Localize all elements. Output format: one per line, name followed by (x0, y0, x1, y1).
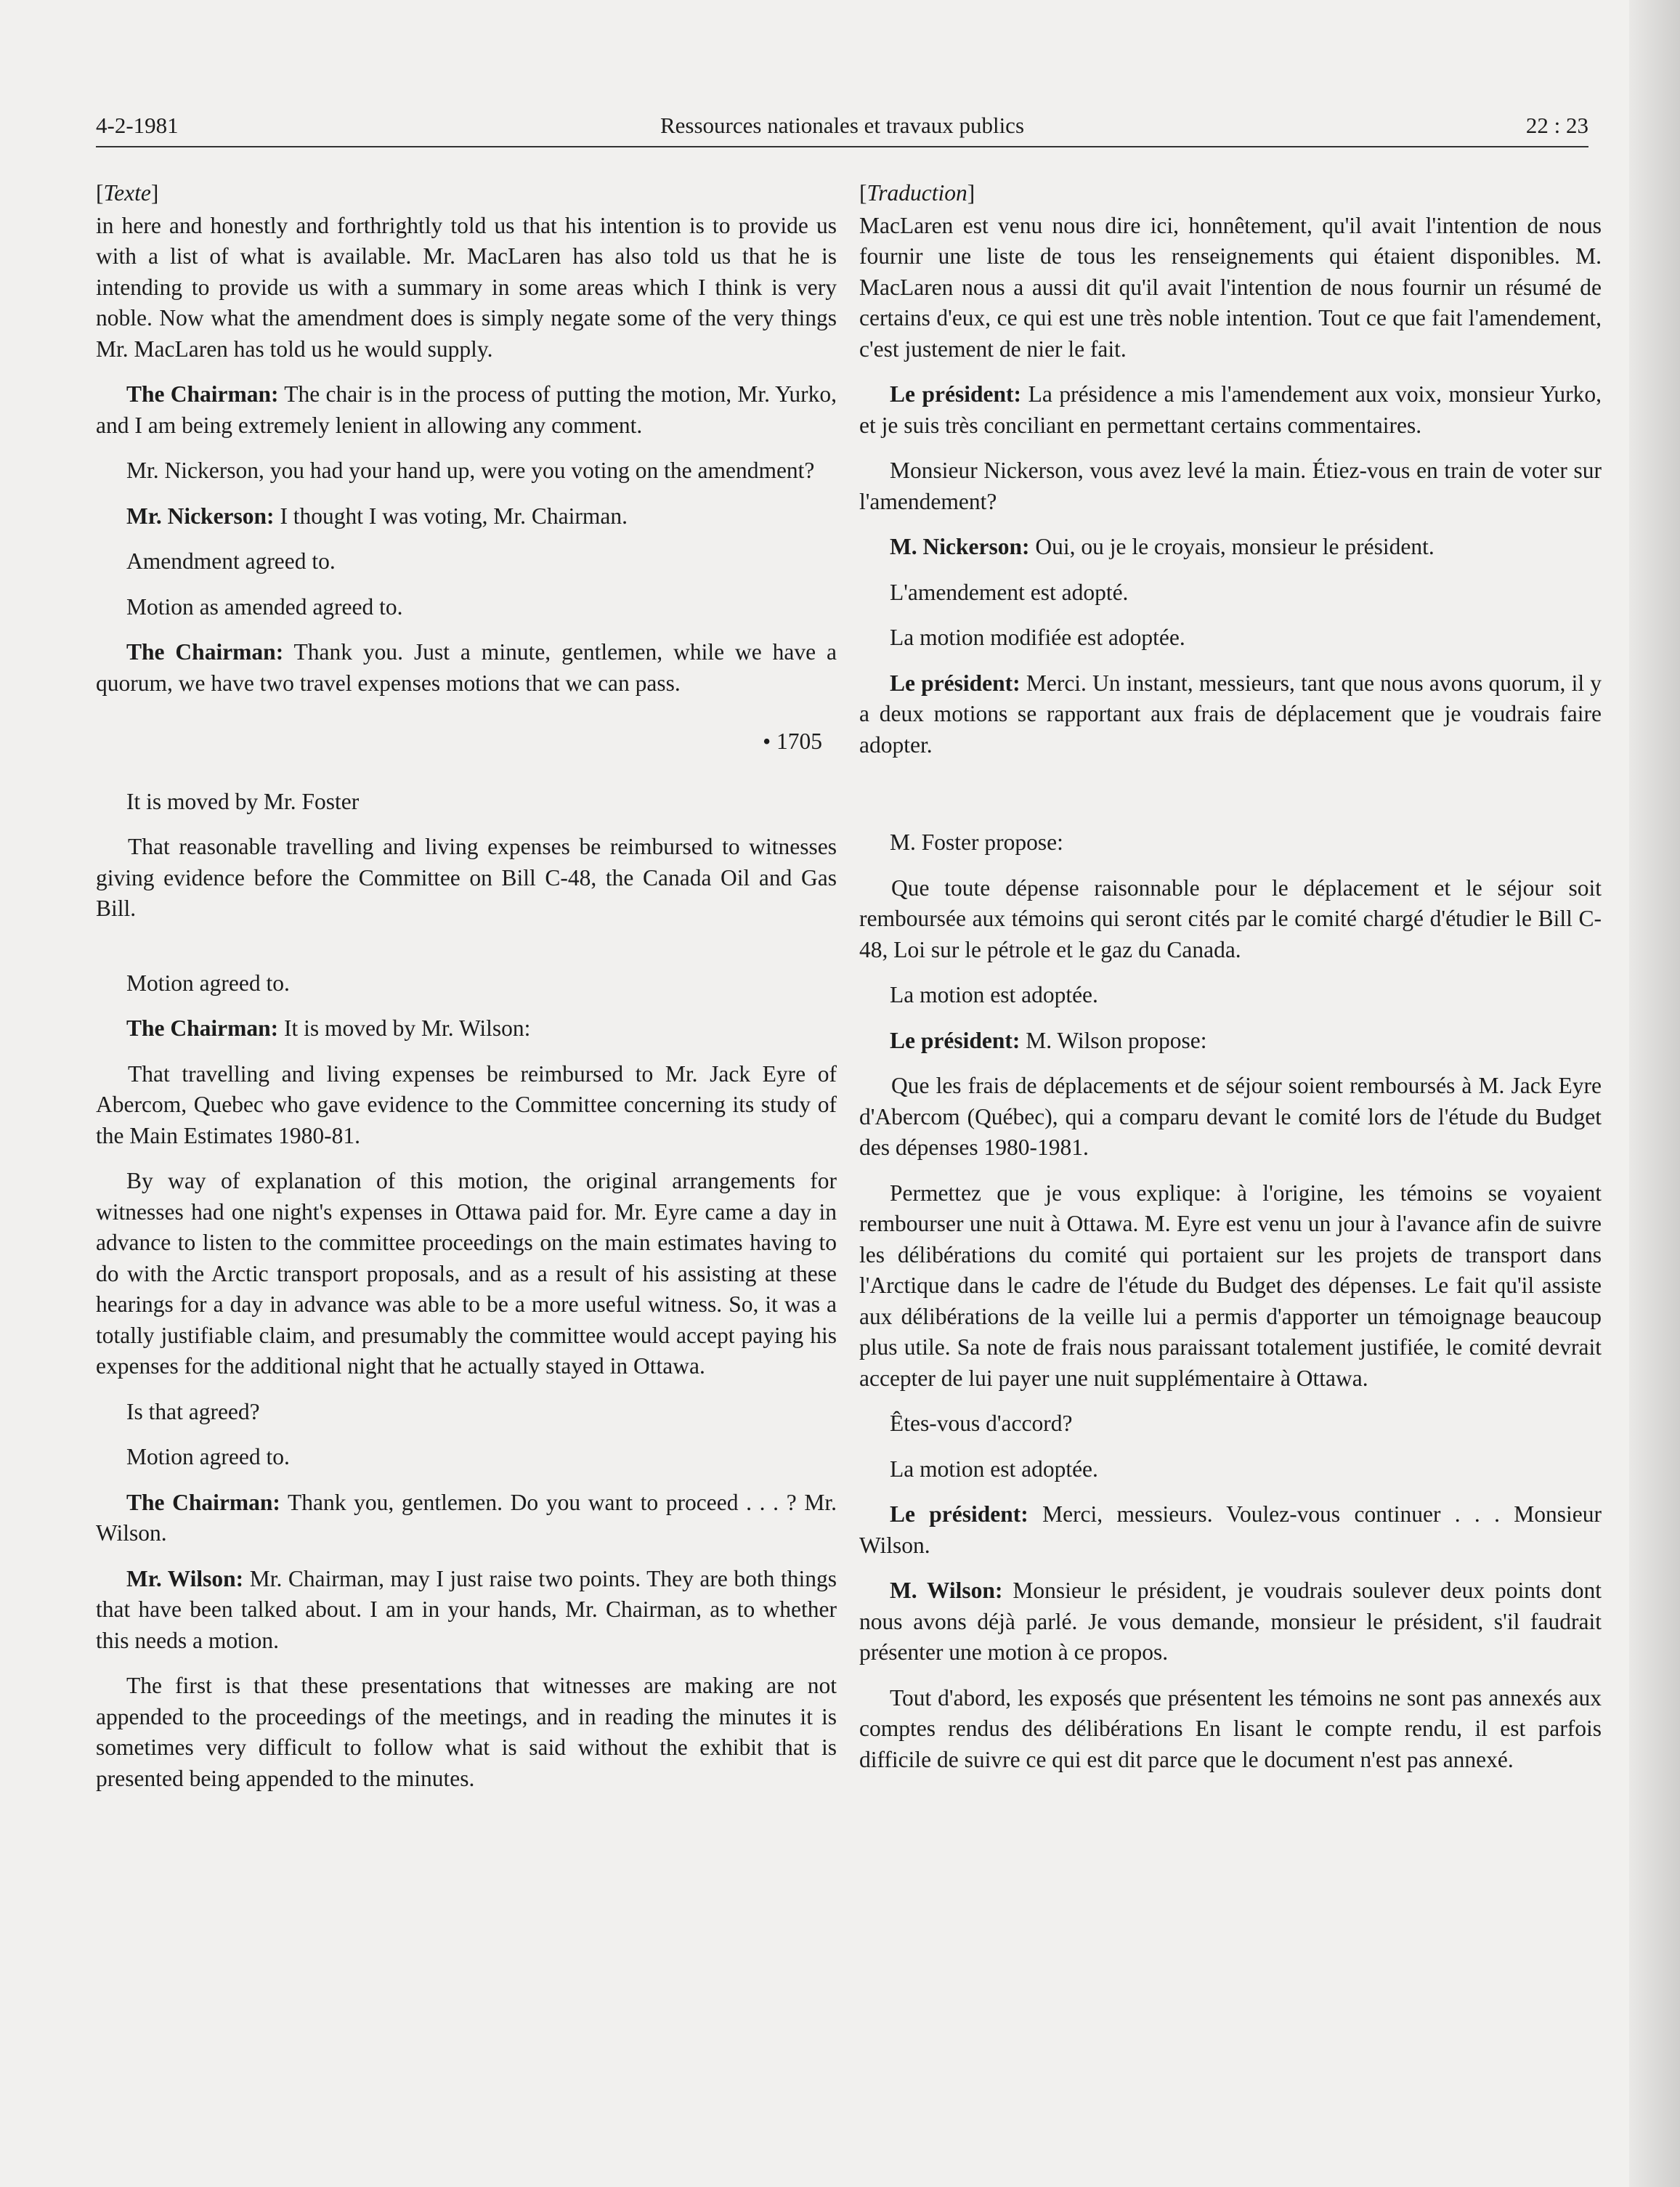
section-label-traduction: [Traduction] (859, 180, 975, 206)
speaker-name: Le président: (890, 381, 1022, 407)
section-label-text: Texte (103, 180, 151, 206)
page-header (96, 105, 1588, 147)
procedural-note: Motion as amended agreed to. (126, 593, 403, 620)
speaker-name: M. Nickerson: (890, 534, 1030, 559)
procedural-note: Êtes-vous d'accord? (890, 1411, 1073, 1436)
speech-paragraph (96, 1488, 837, 1549)
speech-text: Thank you. Just a minute, gentlemen, while we have a quorum, we have two travel expenses motions that we can pass. (96, 639, 837, 696)
speech-paragraph (859, 1499, 1602, 1561)
speaker-name: M. Wilson: (890, 1578, 1003, 1603)
speech-paragraph (96, 1564, 837, 1657)
speech-text: Monsieur le président, je voudrais soulever deux points dont nous avons déjà parlé. Je vous demande, monsieur le président, s'il faudrait présenter une motion à ce propos. (859, 1578, 1602, 1665)
procedural-note: Motion agreed to. (126, 970, 290, 996)
paragraph: Tout d'abord, les exposés que présentent les témoins ne sont pas annexés aux comptes rendus des délibérations En lisant le compte rendu, il est parfois difficile de suivre ce qui est dit parce que le document n'est pas annexé. (859, 1684, 1602, 1772)
speaker-name: The Chairman: (126, 381, 279, 407)
header-date: 4-2-1981 (96, 113, 179, 138)
speech-paragraph (96, 1013, 837, 1044)
procedural-note: Is that agreed? (126, 1398, 260, 1424)
speech-paragraph (859, 1026, 1602, 1057)
speech-text: La présidence a mis l'amendement aux voix, monsieur Yurko, et je suis très conciliant en permettant certains commentaires. (859, 381, 1602, 438)
right-column-french (859, 178, 1602, 1790)
speaker-name: Le président: (890, 670, 1020, 696)
paragraph: in here and honestly and forthrightly told us that his intention is to provide us with a list of what is available. Mr. MacLaren has also told us that he is intending to provide us with a summary in some areas which I think is very noble. Now what the amendment does is simply negate some of the very things Mr. MacLaren has told us he would supply. (96, 212, 837, 362)
paragraph: Monsieur Nickerson, vous avez levé la main. Étiez-vous en train de voter sur l'amendement? (859, 458, 1602, 514)
speech-paragraph (859, 532, 1602, 563)
speaker-name: The Chairman: (126, 639, 284, 665)
speaker-name: Mr. Wilson: (126, 1565, 244, 1591)
motion-text: That reasonable travelling and living expenses be reimbursed to witnesses giving evidence before the Committee on Bill C-48, the Canada Oil and Gas Bill. (96, 834, 837, 921)
speech-paragraph (859, 1575, 1602, 1668)
paragraph: M. Foster propose: (890, 829, 1063, 855)
speech-text: Mr. Chairman, may I just raise two points. They are both things that have been talked about. I am in your hands, Mr. Chairman, as to whether this needs a motion. (96, 1565, 837, 1653)
procedural-note: Motion agreed to. (126, 1444, 290, 1469)
speaker-name: Le président: (890, 1027, 1020, 1053)
motion-text: Que toute dépense raisonnable pour le déplacement et le séjour soit remboursée aux témoins qui seront cités par le comité chargé d'étudier le Bill C-48, Loi sur le pétrole et le gaz du Canada. (859, 875, 1602, 962)
timestamp: • 1705 (763, 729, 822, 754)
speech-paragraph (859, 668, 1602, 761)
motion-text: Que les frais de déplacements et de séjour soient remboursés à M. Jack Eyre d'Abercom (Québec), qui a comparu devant le comité lors de l'étude du Budget des dépenses 1980-1981. (859, 1073, 1602, 1160)
speech-text: Oui, ou je le croyais, monsieur le président. (1029, 534, 1435, 559)
motion-text: That travelling and living expenses be reimbursed to Mr. Jack Eyre of Abercom, Quebec who gave evidence to the Committee concerning its study of the Main Estimates 1980-81. (96, 1060, 837, 1148)
paragraph: The first is that these presentations that witnesses are making are not appended to the proceedings of the meetings, and in reading the minutes it is sometimes very difficult to follow what is said without the exhibit that is presented being appended to the minutes. (96, 1673, 837, 1791)
speech-paragraph (96, 637, 837, 699)
speaker-name: The Chairman: (126, 1015, 279, 1041)
speech-text: Merci. Un instant, messieurs, tant que nous avons quorum, il y a deux motions se rapportant aux frais de déplacement que je voudrais faire adopter. (859, 670, 1602, 758)
speaker-name: Le président: (890, 1501, 1028, 1527)
procedural-note: L'amendement est adopté. (890, 579, 1129, 605)
speech-text: I thought I was voting, Mr. Chairman. (274, 503, 628, 529)
speech-text: Merci, messieurs. Voulez-vous continuer . . . Monsieur Wilson. (859, 1501, 1602, 1558)
paragraph: Permettez que je vous explique: à l'origine, les témoins se voyaient rembourser une nuit à Ottawa. M. Eyre est venu un jour à l'avance afin de suivre les délibérations du comité qui portaient sur les projets de transport dans l'Arctique dans le cadre de l'étude du Budget des dépenses. Le fait qu'il assiste aux délibérations de la veille lui a permis d'apporter un témoignage beaucoup plus utile. Sa note de frais nous paraissant totalement justifiée, le comité devrait accepter de lui payer une nuit supplémentaire à Ottawa. (859, 1180, 1602, 1391)
left-column-english (96, 178, 837, 1809)
paragraph: It is moved by Mr. Foster (126, 788, 360, 814)
procedural-note: La motion modifiée est adoptée. (890, 625, 1185, 650)
speech-paragraph (96, 501, 837, 532)
section-label-texte: [Texte] (96, 180, 159, 206)
speaker-name: The Chairman: (126, 1489, 280, 1515)
speech-paragraph (859, 379, 1602, 441)
page-edge-shadow (1629, 0, 1680, 2187)
section-label-text: Traduction (867, 180, 967, 206)
speech-text: It is moved by Mr. Wilson: (278, 1015, 531, 1041)
header-title: Ressources nationales et travaux publics (660, 113, 1025, 138)
procedural-note: La motion est adoptée. (890, 1456, 1098, 1482)
procedural-note: Amendment agreed to. (126, 548, 336, 574)
speech-text: The chair is in the process of putting the motion, Mr. Yurko, and I am being extremely lenient in allowing any comment. (96, 381, 837, 438)
speech-text: M. Wilson propose: (1020, 1027, 1207, 1053)
speech-text: Thank you, gentlemen. Do you want to proceed . . . ? Mr. Wilson. (96, 1489, 837, 1546)
paragraph: MacLaren est venu nous dire ici, honnêtement, qu'il avait l'intention de nous fournir une liste de tous les renseignements qui étaient disponibles. M. MacLaren nous a aussi dit qu'il avait l'intention de nous fournir un résumé de certains d'eux, ce qui est une très noble intention. Tout ce que fait l'amendement, c'est justement de nier le fait. (859, 212, 1602, 362)
paragraph: By way of explanation of this motion, the original arrangements for witnesses had one night's expenses in Ottawa paid for. Mr. Eyre came a day in advance to listen to the committee proceedings on the main estimates having to do with the Arctic transport proposals, and as a result of his assisting at these hearings for a day in advance was able to be a more useful witness. So, it was a totally justifiable claim, and presumably the committee would accept paying his expenses for the additional night that he actually stayed in Ottawa. (96, 1168, 837, 1379)
speaker-name: Mr. Nickerson: (126, 503, 275, 529)
paragraph: Mr. Nickerson, you had your hand up, were you voting on the amendment? (126, 458, 815, 483)
procedural-note: La motion est adoptée. (890, 982, 1098, 1007)
speech-paragraph (96, 379, 837, 441)
header-page-number: 22 : 23 (1525, 113, 1588, 138)
